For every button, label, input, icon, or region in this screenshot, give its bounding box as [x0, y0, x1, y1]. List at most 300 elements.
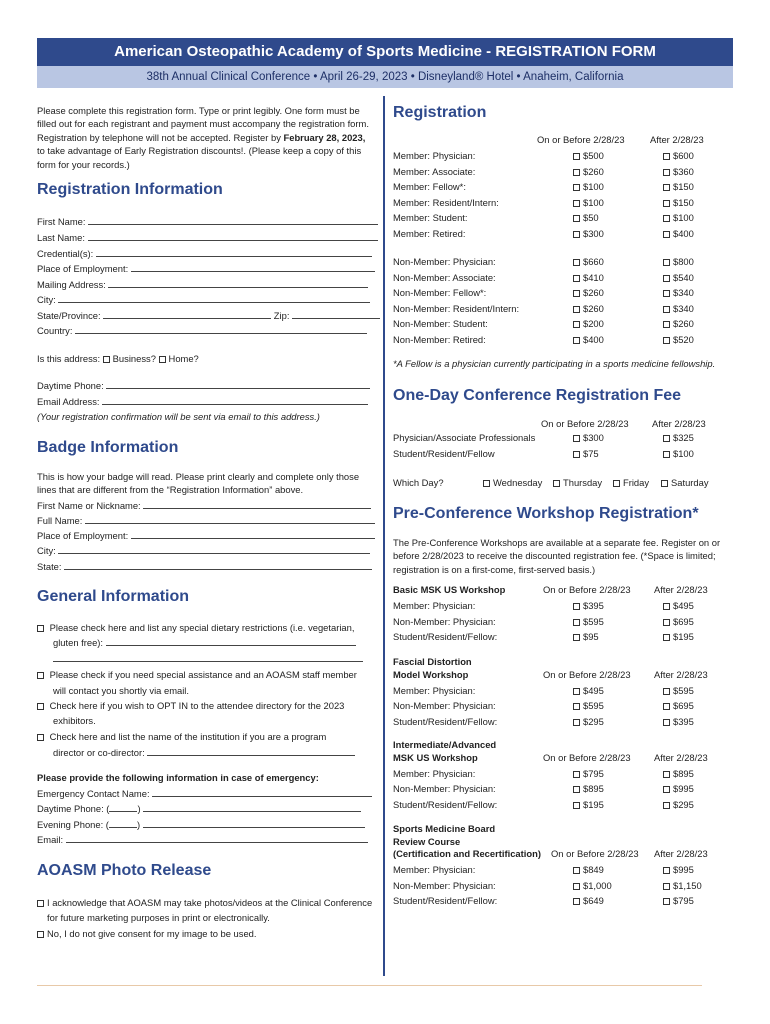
city-field[interactable] [37, 294, 377, 305]
late-fee-amount: $150 [673, 196, 694, 208]
photo-decline-checkbox[interactable] [37, 931, 44, 938]
oneday-late-header: After 2/28/23 [652, 418, 706, 429]
early-fee-checkbox[interactable] [573, 153, 580, 160]
late-fee-amount: $995 [673, 783, 694, 794]
first-name-field[interactable] [37, 216, 377, 227]
early-fee-amount: $260 [583, 165, 604, 177]
late-fee-amount: $400 [673, 227, 694, 239]
business-checkbox[interactable] [103, 356, 110, 363]
badge-fullname-field[interactable] [37, 515, 377, 526]
early-fee-option[interactable] [573, 895, 604, 906]
dietary-label: Please check here and list any special dietary restrictions (i.e. vegetarian, [49, 622, 355, 633]
workshop-late-header: After 2/28/23 [654, 751, 708, 763]
badge-desc-line: This is how your badge will read. Please print clearly and complete only those [37, 471, 360, 482]
field-label: City: [37, 545, 56, 556]
early-fee-amount: $1,000 [583, 879, 612, 891]
field-label: Email: [37, 834, 64, 845]
late-fee-checkbox[interactable] [663, 231, 670, 238]
late-fee-option[interactable] [663, 700, 694, 711]
workshop-early-header: On or Before 2/28/23 [543, 668, 631, 680]
dietary-line[interactable] [53, 637, 393, 648]
fee-row [393, 716, 723, 727]
fee-row [393, 685, 723, 696]
form-subtitle: 38th Annual Clinical Conference • April 26-29, 2023 • Disneyland® Hotel • Anaheim, California [37, 66, 733, 88]
photo-consent-line-2: for future marketing purposes in print or electronically. [47, 912, 270, 923]
saturday-checkbox[interactable] [661, 480, 668, 487]
late-fee-option[interactable] [663, 197, 694, 208]
early-fee-option[interactable] [573, 197, 604, 208]
early-fee-option[interactable] [573, 616, 604, 627]
early-fee-checkbox[interactable] [573, 703, 580, 710]
fee-label: Member: Resident/Intern: [393, 196, 499, 208]
field-label: Full Name: [37, 515, 83, 526]
late-fee-option[interactable] [663, 303, 694, 314]
fee-label: Member: Physician: [393, 600, 476, 611]
intro-line: to take advantage of Early Registration discounts!. (Please keep a copy of this [37, 145, 362, 157]
late-fee-amount: $695 [673, 700, 694, 711]
late-fee-checkbox[interactable] [663, 603, 670, 610]
late-fee-checkbox[interactable] [663, 184, 670, 191]
early-fee-checkbox[interactable] [573, 867, 580, 874]
early-fee-checkbox[interactable] [573, 337, 580, 344]
late-column-header: After 2/28/23 [650, 134, 704, 145]
workshop-name: Fascial Distortion [393, 656, 472, 667]
early-fee-checkbox[interactable] [573, 275, 580, 282]
workshop-early-header: On or Before 2/28/23 [543, 751, 631, 763]
early-fee-option[interactable] [573, 150, 604, 161]
fee-label: Student/Resident/Fellow: [393, 798, 498, 810]
late-fee-checkbox[interactable] [663, 169, 670, 176]
workshop-name: (Certification and Recertification) [393, 848, 541, 859]
late-fee-option[interactable] [663, 166, 694, 177]
early-fee-option[interactable] [573, 212, 599, 223]
deadline-date: February 28, 2023, [283, 131, 366, 143]
fee-row [393, 181, 723, 192]
late-fee-checkbox[interactable] [663, 634, 670, 641]
early-fee-amount: $495 [583, 684, 604, 696]
fee-row [393, 212, 723, 223]
fee-label: Member: Fellow*: [393, 181, 466, 192]
assistance-label: Please check if you need special assistance and an AOASM staff member [49, 669, 357, 680]
workshop-late-header: After 2/28/23 [654, 848, 708, 859]
early-fee-amount: $95 [583, 631, 599, 642]
fee-label: Non-Member: Resident/Intern: [393, 302, 520, 314]
early-fee-amount: $660 [583, 256, 604, 267]
fee-row [393, 197, 723, 208]
early-fee-checkbox[interactable] [573, 215, 580, 222]
fee-label: Non-Member: Physician: [393, 615, 496, 627]
field-label: State: [37, 561, 62, 572]
home-checkbox[interactable] [159, 356, 166, 363]
early-fee-option[interactable] [573, 303, 604, 314]
early-fee-option[interactable] [573, 631, 599, 642]
intro-line: form for your records.) [37, 158, 130, 170]
photo-consent-checkbox[interactable] [37, 900, 44, 907]
early-fee-amount: $795 [583, 767, 604, 779]
fee-label: Student/Resident/Fellow: [393, 631, 498, 642]
early-fee-amount: $595 [583, 700, 604, 711]
late-fee-amount: $395 [673, 715, 694, 727]
friday-checkbox[interactable] [613, 480, 620, 487]
late-fee-option[interactable] [663, 334, 694, 345]
last-name-field[interactable] [37, 232, 377, 243]
home-label: Home? [168, 353, 199, 364]
fee-row [393, 700, 723, 711]
field-label: City: [37, 294, 56, 305]
late-fee-amount: $340 [673, 302, 694, 314]
fee-row [393, 334, 723, 345]
intro-line: filled out for each registrant and payment must accompany the registration form. [37, 118, 369, 130]
early-fee-option[interactable] [573, 799, 604, 810]
assistance-checkbox[interactable] [37, 672, 44, 679]
field-label: Country: [37, 325, 73, 336]
fee-row [393, 272, 723, 283]
field-label: Evening Phone: ( [37, 819, 109, 830]
early-fee-amount: $260 [583, 302, 604, 314]
early-fee-checkbox[interactable] [573, 619, 580, 626]
early-fee-checkbox[interactable] [573, 771, 580, 778]
field-label: Daytime Phone: ( [37, 803, 110, 814]
badge-nickname-field[interactable] [37, 500, 377, 511]
dietary-checkbox[interactable] [37, 625, 44, 632]
fee-label: Non-Member: Retired: [393, 333, 486, 345]
early-fee-checkbox[interactable] [573, 290, 580, 297]
oneday-early-header: On or Before 2/28/23 [541, 418, 629, 429]
thursday-checkbox[interactable] [553, 480, 560, 487]
state-zip-field[interactable] [37, 310, 377, 321]
early-fee-amount: $75 [583, 448, 599, 459]
late-fee-amount: $520 [673, 333, 694, 345]
fee-label: Student/Resident/Fellow [393, 448, 495, 459]
optin-item [37, 700, 377, 711]
fee-row [393, 448, 723, 459]
early-fee-option[interactable] [573, 880, 612, 891]
optin-checkbox[interactable] [37, 703, 44, 710]
field-label: State/Province: [37, 310, 101, 321]
late-fee-option[interactable] [663, 287, 694, 298]
early-fee-checkbox[interactable] [573, 169, 580, 176]
preconf-desc-line: The Pre-Conference Workshops are available at a separate fee. Register on or [393, 537, 721, 548]
email-note: (Your registration confirmation will be sent via email to this address.) [37, 411, 320, 422]
early-fee-checkbox[interactable] [573, 231, 580, 238]
late-fee-option[interactable] [663, 181, 694, 192]
fee-label: Member: Associate: [393, 165, 476, 177]
early-fee-checkbox[interactable] [573, 802, 580, 809]
late-fee-checkbox[interactable] [663, 451, 670, 458]
oneday-heading: One-Day Conference Registration Fee [393, 387, 682, 404]
late-fee-amount: $895 [673, 767, 694, 779]
which-day-label: Which Day? [393, 477, 444, 488]
column-divider [383, 96, 385, 976]
early-fee-checkbox[interactable] [573, 451, 580, 458]
early-fee-option[interactable] [573, 864, 604, 875]
emergency-contact-field[interactable] [37, 788, 377, 799]
fee-label: Non-Member: Physician: [393, 879, 496, 891]
late-fee-checkbox[interactable] [663, 306, 670, 313]
early-fee-option[interactable] [573, 318, 604, 329]
fee-label: Non-Member: Physician: [393, 783, 496, 794]
fee-label: Non-Member: Fellow*: [393, 287, 487, 298]
late-fee-option[interactable] [663, 432, 694, 443]
late-fee-amount: $800 [673, 256, 694, 267]
badge-city-field[interactable] [37, 545, 377, 556]
fee-row [393, 287, 723, 298]
business-label: Business? [112, 353, 156, 364]
late-fee-amount: $150 [673, 181, 694, 192]
early-fee-checkbox[interactable] [573, 786, 580, 793]
early-fee-amount: $895 [583, 783, 604, 794]
director-label: Check here and list the name of the institution if you are a program [49, 731, 327, 742]
early-fee-option[interactable] [573, 448, 599, 459]
workshop-name: Intermediate/Advanced [393, 739, 497, 750]
fee-row [393, 150, 723, 161]
late-fee-checkbox[interactable] [663, 688, 670, 695]
workshop-late-header: After 2/28/23 [654, 584, 708, 595]
early-fee-option[interactable] [573, 166, 604, 177]
early-fee-amount: $260 [583, 287, 604, 298]
late-fee-checkbox[interactable] [663, 619, 670, 626]
late-fee-checkbox[interactable] [663, 200, 670, 207]
fee-row [393, 600, 723, 611]
early-fee-amount: $595 [583, 615, 604, 627]
photo-release-heading: AOASM Photo Release [37, 862, 212, 879]
field-label: Email Address: [37, 396, 100, 407]
workshop-name: Model Workshop [393, 668, 469, 680]
late-fee-option[interactable] [663, 272, 694, 283]
late-fee-checkbox[interactable] [663, 786, 670, 793]
fee-row [393, 432, 723, 443]
early-fee-checkbox[interactable] [573, 200, 580, 207]
early-fee-option[interactable] [573, 783, 604, 794]
late-fee-option[interactable] [663, 895, 694, 906]
late-fee-checkbox[interactable] [663, 337, 670, 344]
early-fee-amount: $849 [583, 864, 604, 875]
fee-row [393, 318, 723, 329]
early-fee-option[interactable] [573, 700, 604, 711]
early-fee-option[interactable] [573, 768, 604, 779]
early-fee-checkbox[interactable] [573, 634, 580, 641]
emergency-eve-phone-field[interactable]: Evening Phone: ( ) [37, 819, 377, 830]
fee-label: Student/Resident/Fellow: [393, 715, 498, 727]
mailing-address-field[interactable] [37, 279, 377, 290]
late-fee-amount: $595 [673, 684, 694, 696]
badge-employment-field[interactable] [37, 530, 377, 541]
employment-field[interactable] [37, 263, 377, 274]
fee-row [393, 783, 723, 794]
late-fee-amount: $695 [673, 615, 694, 627]
late-fee-amount: $260 [673, 318, 694, 329]
fee-row [393, 864, 723, 875]
late-fee-option[interactable] [663, 212, 694, 223]
thursday-option[interactable] [553, 477, 602, 488]
footer-rule [37, 985, 702, 986]
late-fee-amount: $600 [673, 150, 694, 161]
late-fee-amount: $100 [673, 212, 694, 223]
late-fee-option[interactable] [663, 631, 694, 642]
daytime-phone-field[interactable] [37, 380, 377, 391]
late-fee-option[interactable] [663, 600, 694, 611]
fee-label: Member: Physician: [393, 767, 476, 779]
country-field[interactable] [37, 325, 377, 336]
field-label: Mailing Address: [37, 279, 106, 290]
early-fee-option[interactable] [573, 228, 604, 239]
fee-row [393, 895, 723, 906]
preconf-desc [393, 536, 723, 576]
early-fee-option[interactable] [573, 181, 604, 192]
early-fee-option[interactable] [573, 334, 604, 345]
late-fee-checkbox[interactable] [663, 719, 670, 726]
registration-heading: Registration [393, 104, 487, 121]
address-type-row [37, 353, 377, 364]
late-fee-amount: $795 [673, 895, 694, 906]
address-question: Is this address: [37, 353, 101, 364]
early-fee-amount: $500 [583, 150, 604, 161]
workshop-name: Basic MSK US Workshop [393, 584, 506, 595]
late-fee-option[interactable] [663, 228, 694, 239]
late-fee-option[interactable] [663, 864, 694, 875]
early-fee-option[interactable] [573, 685, 604, 696]
late-fee-checkbox[interactable] [663, 275, 670, 282]
late-fee-option[interactable] [663, 150, 694, 161]
intro-text [37, 104, 377, 171]
emergency-email-field[interactable] [37, 834, 377, 845]
photo-consent-item [37, 897, 377, 908]
early-fee-checkbox[interactable] [573, 184, 580, 191]
optin-line-2: exhibitors. [53, 715, 96, 726]
zip-label: Zip: [273, 310, 290, 321]
fee-label: Member: Physician: [393, 150, 476, 161]
late-fee-checkbox[interactable] [663, 898, 670, 905]
late-fee-option[interactable] [663, 685, 694, 696]
fee-label: Non-Member: Physician: [393, 256, 496, 267]
early-fee-option[interactable] [573, 287, 604, 298]
early-fee-checkbox[interactable] [573, 259, 580, 266]
late-fee-checkbox[interactable] [663, 321, 670, 328]
early-fee-amount: $300 [583, 432, 604, 443]
late-fee-checkbox[interactable] [663, 802, 670, 809]
early-fee-amount: $300 [583, 227, 604, 239]
dietary-line-2[interactable] [53, 653, 393, 664]
workshop-late-header: After 2/28/23 [654, 668, 708, 680]
emergency-day-phone-field[interactable]: Daytime Phone: ( ) [37, 803, 377, 814]
early-fee-checkbox[interactable] [573, 883, 580, 890]
fee-label: Member: Retired: [393, 227, 466, 239]
early-fee-checkbox[interactable] [573, 306, 580, 313]
fee-row [393, 631, 723, 642]
late-fee-amount: $295 [673, 798, 694, 810]
field-label: First Name: [37, 216, 86, 227]
early-fee-checkbox[interactable] [573, 603, 580, 610]
saturday-option[interactable] [661, 477, 709, 488]
early-fee-checkbox[interactable] [573, 688, 580, 695]
late-fee-amount: $195 [673, 631, 694, 642]
intro-line [37, 131, 377, 144]
fee-row [393, 616, 723, 627]
late-fee-checkbox[interactable] [663, 215, 670, 222]
late-fee-amount: $340 [673, 287, 694, 298]
workshop-name: MSK US Workshop [393, 751, 478, 763]
late-fee-checkbox[interactable] [663, 153, 670, 160]
late-fee-option[interactable] [663, 880, 702, 891]
form-title: American Osteopathic Academy of Sports Medicine - REGISTRATION FORM [37, 38, 733, 66]
late-fee-option[interactable] [663, 256, 694, 267]
early-fee-option[interactable] [573, 272, 604, 283]
early-fee-checkbox[interactable] [573, 321, 580, 328]
late-fee-checkbox[interactable] [663, 771, 670, 778]
field-label: Emergency Contact Name: [37, 788, 150, 799]
late-fee-option[interactable] [663, 616, 694, 627]
field-label: Place of Employment: [37, 530, 129, 541]
late-fee-option[interactable] [663, 783, 694, 794]
wednesday-checkbox[interactable] [483, 480, 490, 487]
early-column-header: On or Before 2/28/23 [537, 134, 625, 145]
early-fee-checkbox[interactable] [573, 719, 580, 726]
friday-option[interactable] [613, 477, 649, 488]
late-fee-option[interactable] [663, 799, 694, 810]
badge-state-field[interactable] [37, 561, 377, 572]
late-fee-option[interactable] [663, 448, 694, 459]
thursday-label: Thursday [563, 477, 603, 488]
late-fee-option[interactable] [663, 716, 694, 727]
late-fee-amount: $540 [673, 271, 694, 283]
field-label: Credential(s): [37, 248, 94, 259]
fee-row [393, 228, 723, 239]
late-fee-checkbox[interactable] [663, 435, 670, 442]
early-fee-option[interactable] [573, 432, 604, 443]
early-fee-checkbox[interactable] [573, 435, 580, 442]
early-fee-option[interactable] [573, 716, 604, 727]
late-fee-amount: $360 [673, 165, 694, 177]
fee-row [393, 799, 723, 810]
fee-label: Non-Member: Physician: [393, 700, 496, 711]
friday-label: Friday [623, 477, 650, 488]
late-fee-checkbox[interactable] [663, 703, 670, 710]
early-fee-amount: $400 [583, 333, 604, 345]
badge-desc-line: lines that are different from the “Registration Information” above. [37, 484, 304, 496]
late-fee-option[interactable] [663, 318, 694, 329]
late-fee-checkbox[interactable] [663, 259, 670, 266]
wednesday-option[interactable] [483, 477, 542, 488]
credentials-field[interactable] [37, 248, 377, 259]
general-info-heading: General Information [37, 588, 190, 605]
fee-label: Student/Resident/Fellow: [393, 895, 498, 906]
late-fee-checkbox[interactable] [663, 883, 670, 890]
early-fee-option[interactable] [573, 600, 604, 611]
email-field[interactable] [37, 396, 377, 407]
dietary-label-2: gluten free): [53, 637, 104, 648]
fee-label: Non-Member: Student: [393, 318, 488, 329]
early-fee-amount: $295 [583, 715, 604, 727]
early-fee-option[interactable] [573, 256, 604, 267]
assistance-item [37, 669, 377, 680]
early-fee-amount: $100 [583, 181, 604, 192]
fee-row [393, 880, 723, 891]
director-field[interactable] [53, 747, 393, 758]
field-label: Place of Employment: [37, 263, 129, 274]
director-checkbox[interactable] [37, 734, 44, 741]
field-label: First Name or Nickname: [37, 500, 141, 511]
intro-line: Please complete this registration form. Type or print legibly. One form must be [37, 105, 360, 116]
late-fee-checkbox[interactable] [663, 867, 670, 874]
field-label: Last Name: [37, 232, 85, 243]
late-fee-checkbox[interactable] [663, 290, 670, 297]
late-fee-amount: $325 [673, 432, 694, 443]
early-fee-checkbox[interactable] [573, 898, 580, 905]
late-fee-option[interactable] [663, 768, 694, 779]
workshop-name: Review Course [393, 835, 461, 847]
dietary-item [37, 622, 377, 633]
fee-row [393, 768, 723, 779]
